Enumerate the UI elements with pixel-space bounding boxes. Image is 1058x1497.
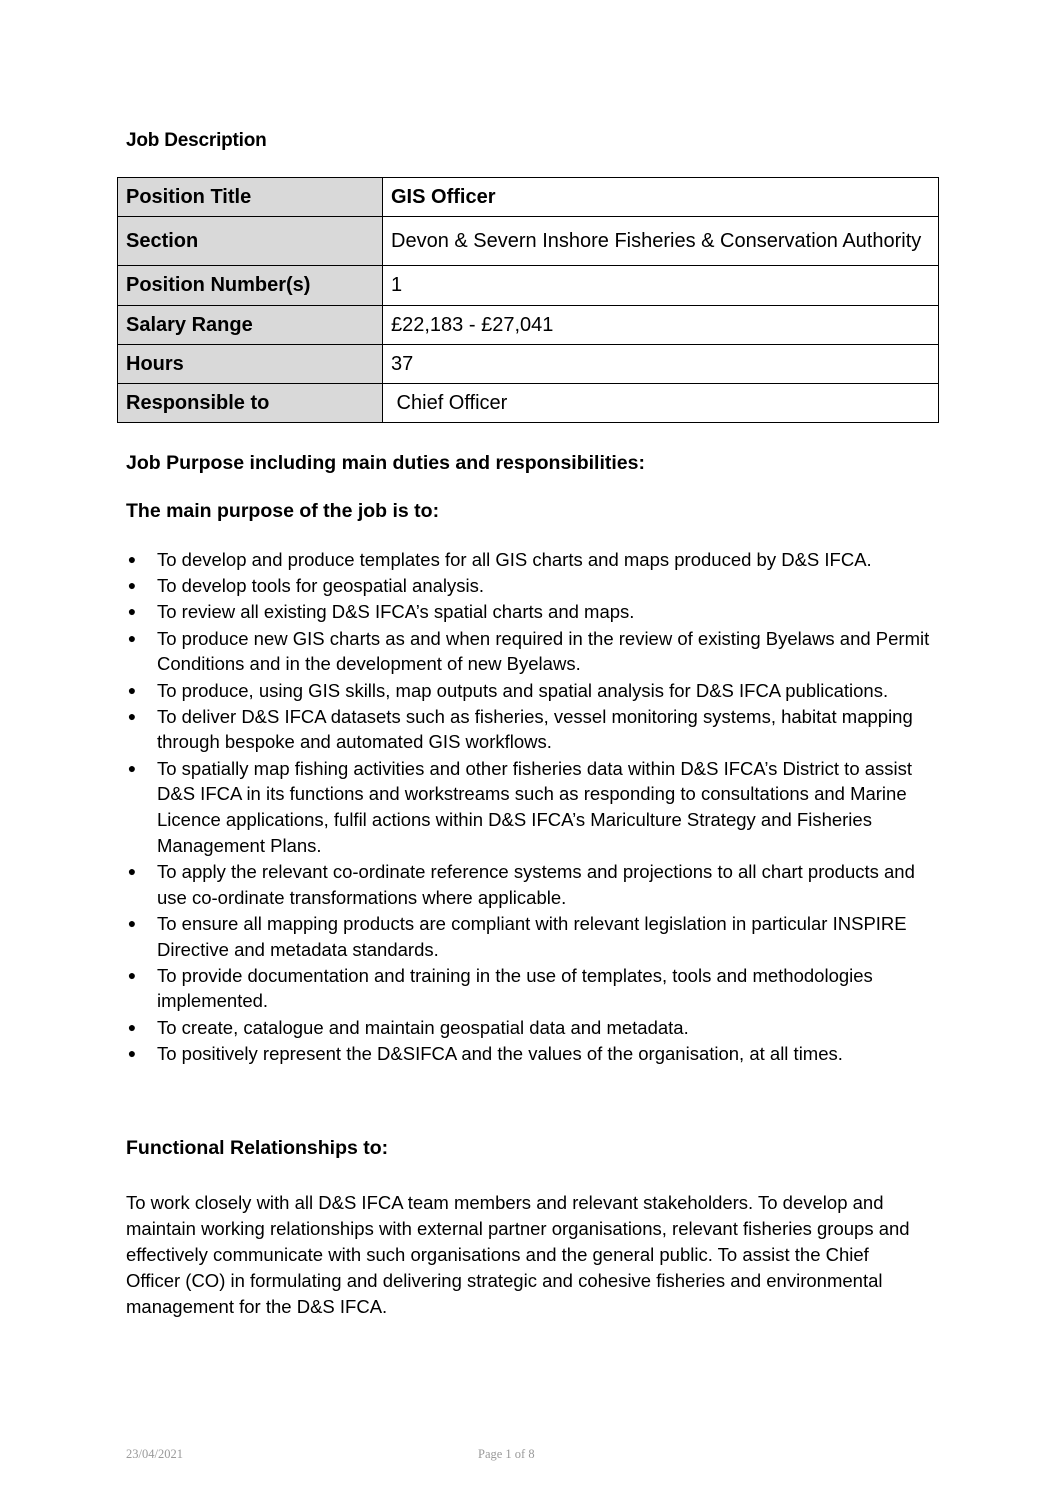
table-row: [118, 178, 939, 217]
table-row: [118, 345, 939, 384]
duty-text: To produce, using GIS skills, map outputs and spatial analysis for D&S IFCA publications.: [157, 679, 889, 701]
bullet-icon: ●: [127, 914, 137, 931]
table-row: [118, 217, 939, 266]
list-item: [126, 1041, 946, 1067]
duty-text: To create, catalogue and maintain geospatial data and metadata.: [157, 1016, 689, 1038]
job-purpose-heading: Job Purpose including main duties and responsibilities:: [126, 452, 645, 474]
list-item: [126, 573, 946, 599]
duties-list: [126, 547, 946, 1067]
footer-page-number: Page 1 of 8: [478, 1447, 535, 1461]
bullet-icon: ●: [127, 707, 137, 724]
footer-date: 23/04/2021: [126, 1447, 183, 1461]
table-row: [118, 266, 939, 306]
duty-text: To apply the relevant co-ordinate reference systems and projections to all chart products and use co-ordinate transformations where applicable.: [157, 860, 915, 908]
duty-text: To develop tools for geospatial analysis.: [157, 575, 485, 597]
duty-text: To ensure all mapping products are compliant with relevant legislation in particular INSPIRE Directive and metadata standards.: [157, 912, 907, 960]
row-label: Responsible to: [118, 384, 383, 423]
duty-text: To spatially map fishing activities and other fisheries data within D&S IFCA’s District to assist D&S IFCA in its functions and workstreams such as responding to consultations and Marine Licence applications, fulfil actions within D&S IFCA’s Mariculture Strategy and Fisheries Management Plans.: [157, 757, 913, 856]
bullet-icon: ●: [127, 1018, 137, 1035]
relationships-paragraph: To work closely with all D&S IFCA team members and relevant stakeholders. To develop and maintain working relationships with external partner organisations, relevant fisheries groups and effectively communicate with such organisations and the general public. To assist the Chief Officer (CO) in formulating and delivering strategic and cohesive fisheries and environmental management for the D&S IFCA.: [126, 1192, 910, 1317]
row-label: Salary Range: [118, 306, 383, 345]
list-item: [126, 599, 946, 625]
duty-text: To deliver D&S IFCA datasets such as fisheries, vessel monitoring systems, habitat mapping through bespoke and automated GIS workflows.: [157, 705, 913, 753]
bullet-icon: ●: [127, 1044, 137, 1061]
duty-text: To review all existing D&S IFCA’s spatial charts and maps.: [157, 601, 635, 623]
row-value: £22,183 - £27,041: [383, 306, 939, 345]
list-item: [126, 704, 946, 755]
row-value: Chief Officer: [383, 384, 939, 423]
list-item: [126, 756, 946, 859]
document-title: Job Description: [126, 130, 267, 151]
table-row: [118, 306, 939, 345]
row-value: 1: [383, 266, 939, 306]
job-info-table: [117, 177, 939, 423]
duty-text: To positively represent the D&SIFCA and the values of the organisation, at all times.: [157, 1042, 843, 1064]
duty-text: To provide documentation and training in the use of templates, tools and methodologies implemented.: [157, 964, 873, 1012]
bullet-icon: ●: [127, 551, 137, 567]
relationships-heading: Functional Relationships to:: [126, 1137, 389, 1159]
list-item: [126, 1015, 946, 1041]
row-label: Position Title: [118, 178, 383, 217]
list-item: [126, 911, 946, 962]
bullet-icon: ●: [127, 603, 137, 620]
main-purpose-heading: The main purpose of the job is to:: [126, 500, 440, 522]
table-row: [118, 384, 939, 423]
bullet-icon: ●: [127, 862, 137, 879]
list-item: [126, 963, 946, 1014]
row-label: Section: [118, 217, 383, 266]
list-item: [126, 678, 946, 704]
bullet-icon: ●: [127, 759, 137, 776]
row-label: Hours: [118, 345, 383, 384]
bullet-icon: ●: [127, 577, 137, 594]
row-value: GIS Officer: [383, 178, 939, 217]
row-value: 37: [383, 345, 939, 384]
row-label: Position Number(s): [118, 266, 383, 306]
list-item: [126, 547, 946, 573]
bullet-icon: ●: [127, 966, 137, 983]
row-value: Devon & Severn Inshore Fisheries & Conservation Authority: [383, 217, 939, 266]
bullet-icon: ●: [127, 681, 137, 698]
duty-text: To develop and produce templates for all GIS charts and maps produced by D&S IFCA.: [157, 549, 872, 570]
duty-text: To produce new GIS charts as and when required in the review of existing Byelaws and Permit Conditions and in the development of new Byelaws.: [157, 627, 930, 675]
list-item: [126, 626, 946, 677]
list-item: [126, 859, 946, 910]
bullet-icon: ●: [127, 629, 137, 646]
